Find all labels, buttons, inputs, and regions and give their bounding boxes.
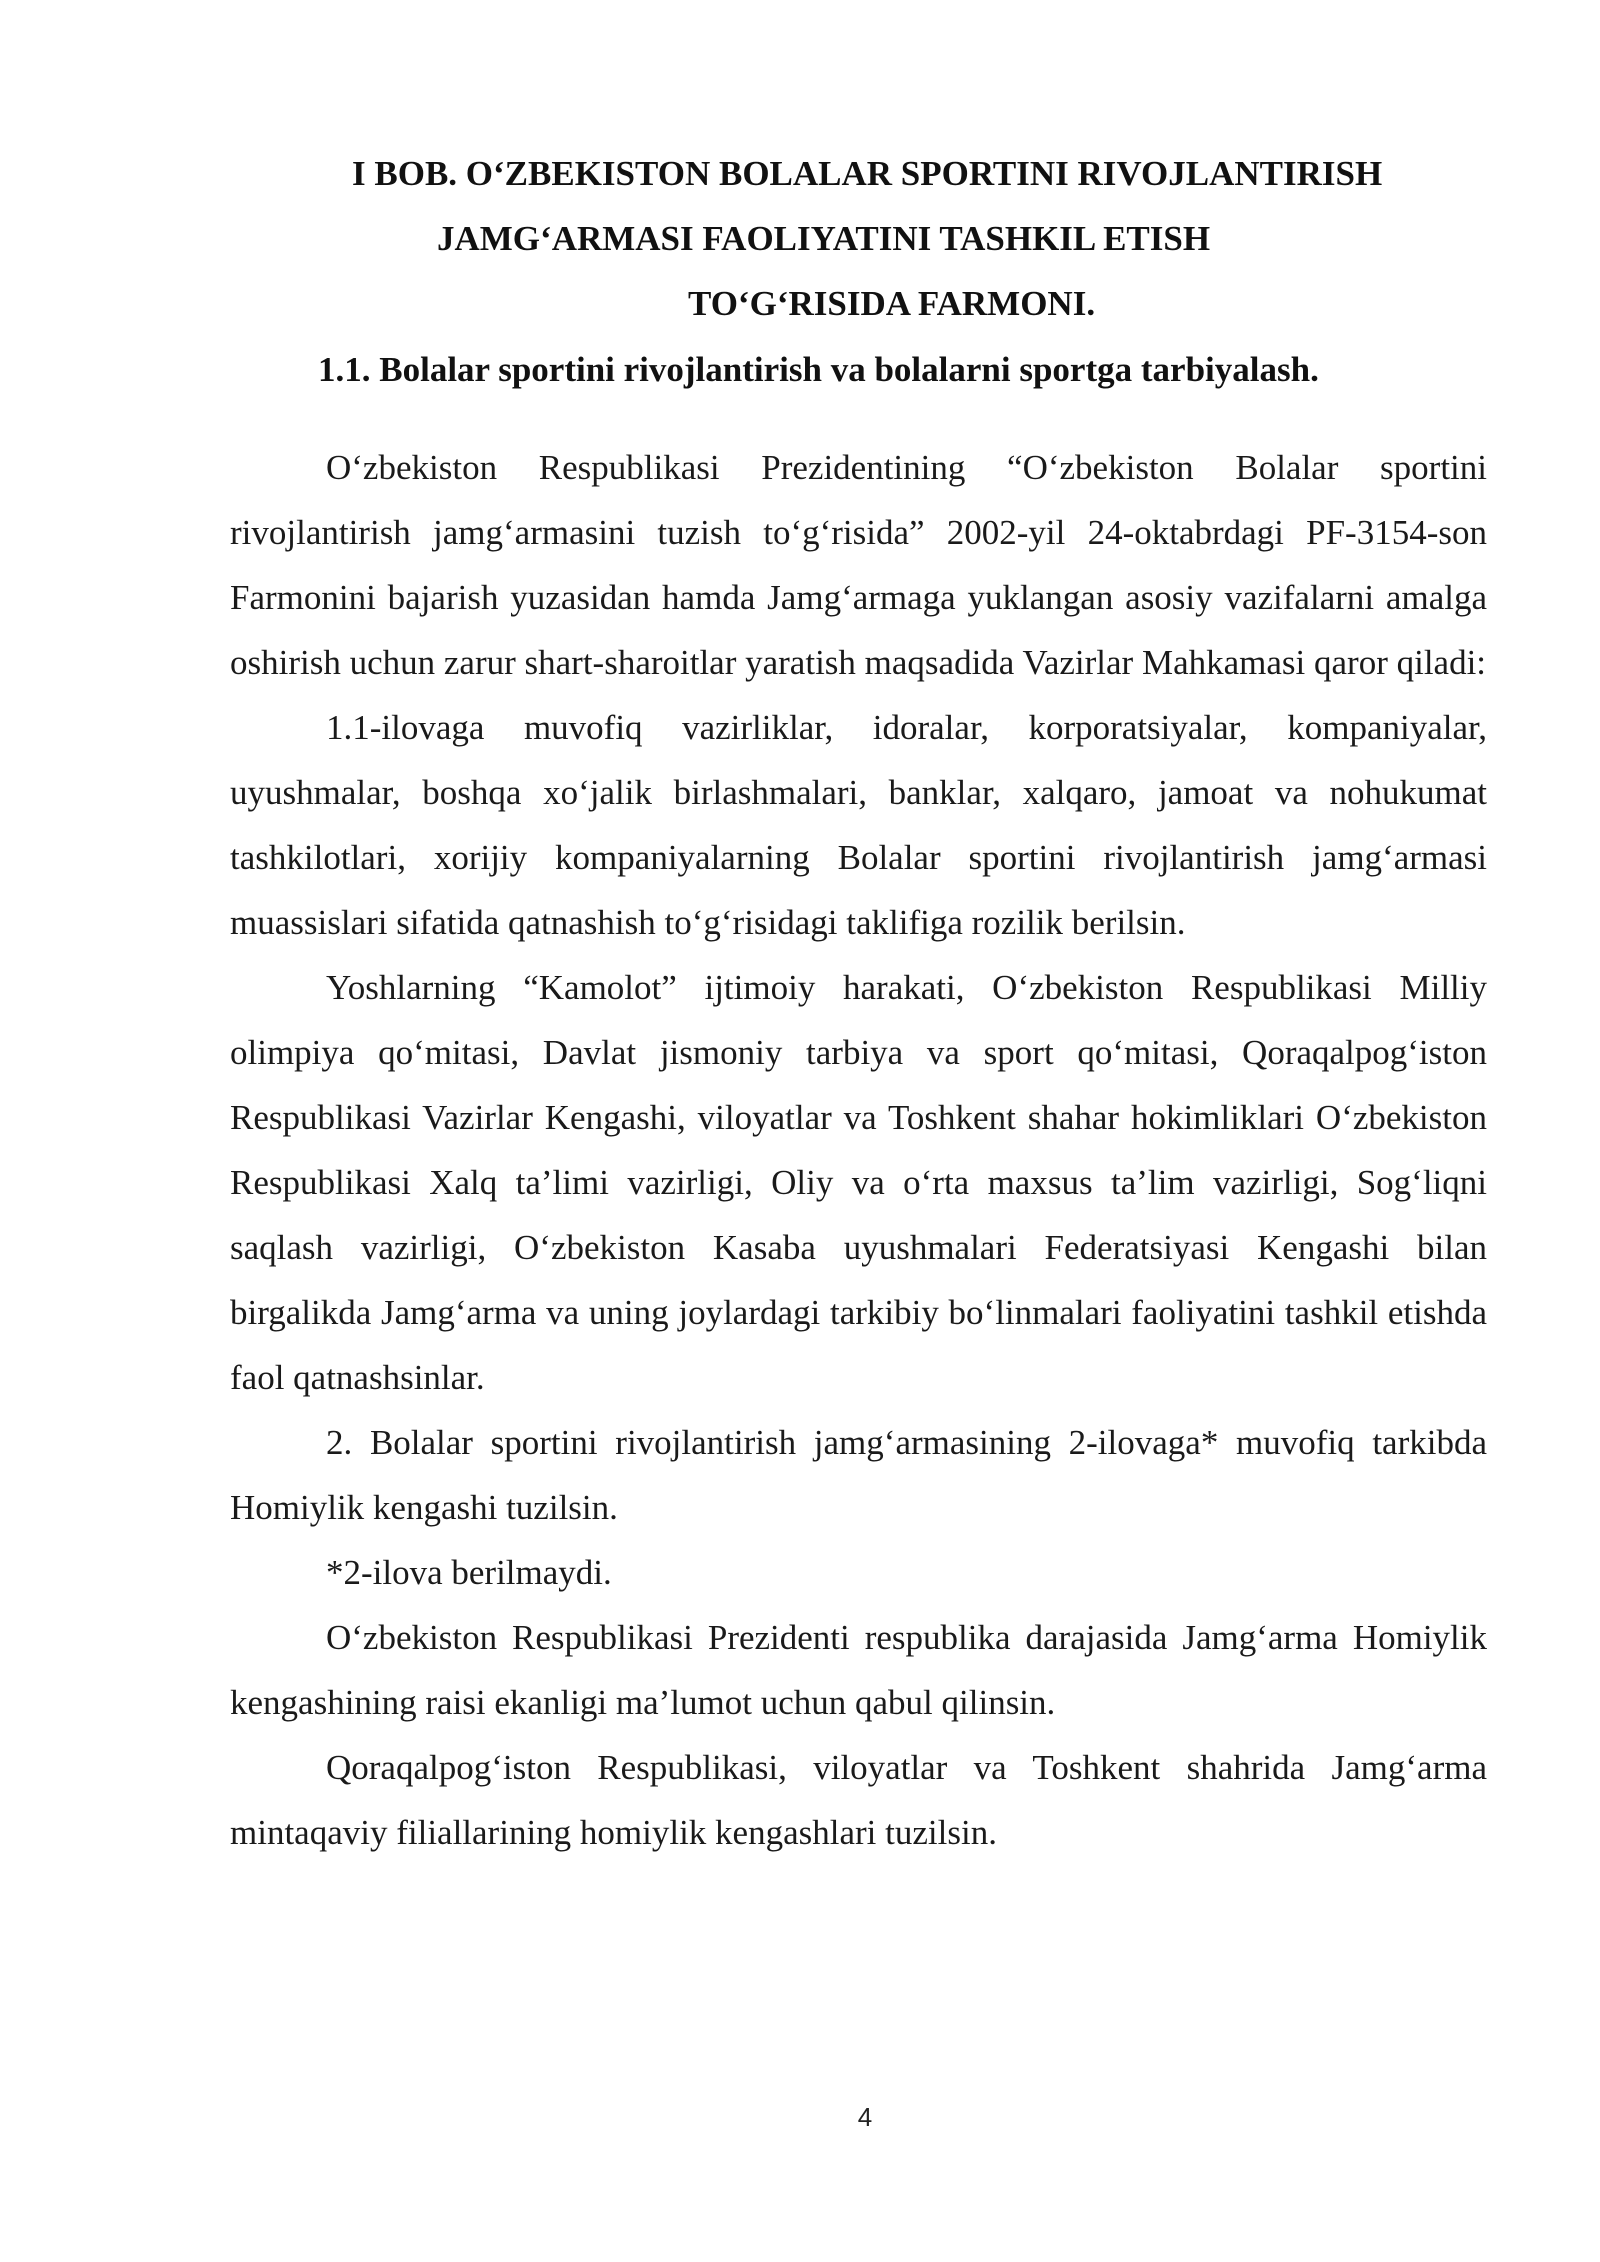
chapter-title-line-1: I BOB. O‘ZBEKISTON BOLALAR SPORTINI RIVOJLANTIRISH: [352, 154, 1383, 193]
section-title: 1.1. Bolalar sportini rivojlantirish va bolalarni sportga tarbiyalash.: [318, 350, 1319, 389]
paragraph: O‘zbekiston Respublikasi Prezidentining “O‘zbekiston Bolalar sportini rivojlantirish jamg‘armasini tuzish to‘g‘risida” 2002-yil 24-oktabrdagi PF-3154-son Farmonini bajarish yuzasidan hamda Jamg‘armaga yuklangan asosiy vazifalarni amalga oshirish uchun zarur shart-sharoitlar yaratish maqsadida Vazirlar Mahkamasi qaror qiladi:: [230, 448, 1487, 682]
paragraph: Yoshlarning “Kamolot” ijtimoiy harakati, O‘zbekiston Respublikasi Milliy olimpiya qo‘mitasi, Davlat jismoniy tarbiya va sport qo‘mitasi, Qoraqalpog‘iston Respublikasi Vazirlar Kengashi, viloyatlar va Toshkent shahar hokimliklari O‘zbekiston Respublikasi Xalq ta’limi vazirligi, Oliy va o‘rta maxsus ta’lim vazirligi, Sog‘liqni saqlash vazirligi, O‘zbekiston Kasaba uyushmalari Federatsiyasi Kengashi bilan birgalikda Jamg‘arma va uning joylardagi tarkibiy bo‘linmalari faoliyatini tashkil etishda faol qatnashsinlar.: [230, 968, 1487, 1397]
chapter-title-line-2: JAMG‘ARMASI FAOLIYATINI TASHKIL ETISH: [437, 219, 1211, 258]
paragraph: Qoraqalpog‘iston Respublikasi, viloyatlar va Toshkent shahrida Jamg‘arma mintaqaviy filiallarining homiylik kengashlari tuzilsin.: [230, 1748, 1487, 1852]
page-number: 4: [857, 2102, 873, 2132]
paragraph: 1.1-ilovaga muvofiq vazirliklar, idoralar, korporatsiyalar, kompaniyalar, uyushmalar, boshqa xo‘jalik birlashmalari, banklar, xalqaro, jamoat va nohukumat tashkilotlari, xorijiy kompaniyalarning Bolalar sportini rivojlantirish jamg‘armasi muassislari sifatida qatnashish to‘g‘risidagi taklifiga rozilik berilsin.: [230, 708, 1487, 942]
chapter-title-line-3: TO‘G‘RISIDA FARMONI.: [688, 284, 1096, 323]
paragraph: O‘zbekiston Respublikasi Prezidenti respublika darajasida Jamg‘arma Homiylik kengashining raisi ekanligi ma’lumot uchun qabul qilinsin.: [230, 1618, 1487, 1722]
body-text: [230, 435, 1487, 1865]
paragraph: 2. Bolalar sportini rivojlantirish jamg‘armasining 2-ilovaga* muvofiq tarkibda Homiylik kengashi tuzilsin.: [230, 1423, 1487, 1527]
footnote-paragraph: *2-ilova berilmaydi.: [326, 1553, 612, 1592]
